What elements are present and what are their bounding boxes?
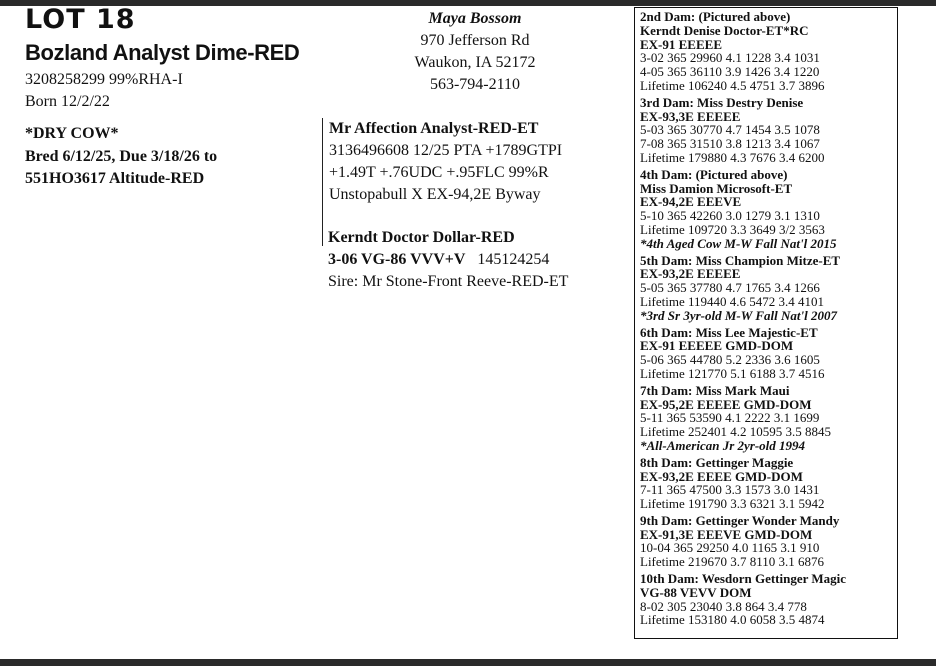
owner-city: Waukon, IA 52172 [414, 54, 536, 71]
dam-heading: 2nd Dam: (Pictured above) [640, 9, 791, 24]
pedigree-entry [640, 254, 897, 323]
pedigree-entry [640, 326, 897, 381]
production-record: Lifetime 191790 3.3 6321 3.1 5942 [640, 496, 825, 512]
production-record: 5-11 365 53590 4.1 2222 3.1 1699 [640, 410, 820, 426]
dam-detail: EX-91 EEEEE [640, 36, 722, 52]
owner-address: 970 Jefferson Rd [420, 32, 530, 49]
production-record: Lifetime 106240 4.5 4751 3.7 3896 [640, 77, 825, 93]
pedigree-entry [640, 572, 897, 627]
owner-name: Maya Bossom [428, 10, 522, 27]
owner-phone: 563-794-2110 [429, 76, 521, 93]
production-record: 8-02 305 23040 3.8 864 3.4 778 [640, 598, 807, 614]
owner-block [340, 8, 610, 96]
dam-heading: 5th Dam: Miss Champion Mitze-ET [640, 252, 841, 268]
dam-detail: EX-91,3E EEEVE GMD-DOM [640, 526, 813, 542]
dam-heading: 7th Dam: Miss Mark Maui [640, 382, 790, 398]
production-record: Lifetime 109720 3.3 3649 3/2 3563 [640, 221, 825, 237]
production-record: 10-04 365 29250 4.0 1165 3.1 910 [640, 540, 820, 556]
pedigree-entry [640, 514, 897, 569]
birth-date: Born 12/2/22 [25, 93, 110, 110]
dam-name: Kerndt Doctor Dollar-RED [328, 229, 515, 246]
production-record: Lifetime 153180 4.0 6058 3.5 4874 [640, 612, 825, 628]
production-record: 3-02 365 29960 4.1 1228 3.4 1031 [640, 50, 820, 66]
bottom-border [0, 659, 936, 666]
production-record: 5-03 365 30770 4.7 1454 3.5 1078 [640, 122, 820, 138]
top-border [0, 0, 936, 6]
dam-detail: EX-94,2E EEEVE [640, 194, 742, 210]
dam-detail: EX-95,2E EEEEE GMD-DOM [640, 396, 812, 412]
production-record: Lifetime 119440 4.6 5472 3.4 4101 [640, 293, 825, 309]
show-award: *All-American Jr 2yr-old 1994 [640, 437, 806, 453]
dam-detail: VG-88 VEVV DOM [640, 584, 752, 600]
pedigree-entry [640, 96, 897, 165]
sire-line-1: 3136496608 12/25 PTA +1789GTPI [329, 142, 563, 159]
show-award: *4th Aged Cow M-W Fall Nat'l 2015 [640, 235, 837, 251]
show-award: *3rd Sr 3yr-old M-W Fall Nat'l 2007 [640, 307, 837, 323]
dam-heading: 6th Dam: Miss Lee Majestic-ET [640, 324, 818, 340]
pedigree-entry [640, 10, 897, 93]
dam-detail: EX-93,2E EEEE GMD-DOM [640, 468, 803, 484]
pedigree-entry [640, 168, 897, 251]
dam-heading: 4th Dam: (Pictured above) [640, 166, 788, 182]
dam-detail: Miss Damion Microsoft-ET [640, 180, 793, 196]
production-record: Lifetime 179880 4.3 7676 3.4 6200 [640, 149, 825, 165]
production-record: 7-08 365 31510 3.8 1213 3.4 1067 [640, 136, 820, 152]
dam-heading: 3rd Dam: Miss Destry Denise [640, 94, 804, 110]
production-record: Lifetime 219670 3.7 8110 3.1 6876 [640, 554, 825, 570]
breeding-line: Bred 6/12/25, Due 3/18/26 to [25, 148, 218, 165]
dam-detail: Kerndt Denise Doctor-ET*RC [640, 22, 809, 38]
animal-name: Bozland Analyst Dime-RED [25, 40, 300, 65]
production-record: 5-05 365 37780 4.7 1765 3.4 1266 [640, 280, 820, 296]
registration-line: 3208258299 99%RHA-I [25, 71, 183, 88]
dam-block [328, 227, 568, 293]
sire-line-2: +1.49T +.76UDC +.95FLC 99%R [329, 164, 549, 181]
production-record: 5-06 365 44780 5.2 2336 3.6 1605 [640, 352, 820, 368]
dam-heading: 9th Dam: Gettinger Wonder Mandy [640, 512, 840, 528]
dam-detail: EX-91 EEEEE GMD-DOM [640, 338, 794, 354]
production-record: Lifetime 252401 4.2 10595 3.5 8845 [640, 424, 832, 440]
dry-cow-status: *DRY COW* [25, 125, 119, 142]
production-record: 4-05 365 36110 3.9 1426 3.4 1220 [640, 64, 820, 80]
dam-registration: 145124254 [477, 251, 550, 268]
pedigree-entry [640, 456, 897, 511]
production-record: Lifetime 121770 5.1 6188 3.7 4516 [640, 365, 825, 381]
dam-heading: 10th Dam: Wesdorn Gettinger Magic [640, 571, 847, 587]
sire-line-3: Unstopabull X EX-94,2E Byway [329, 186, 541, 203]
production-record: 5-10 365 42260 3.0 1279 3.1 1310 [640, 208, 820, 224]
service-sire: 551HO3617 Altitude-RED [25, 170, 205, 187]
dam-detail: EX-93,3E EEEEE [640, 108, 741, 124]
pedigree-box [634, 7, 898, 639]
dam-heading: 8th Dam: Gettinger Maggie [640, 454, 794, 470]
production-record: 7-11 365 47500 3.3 1573 3.0 1431 [640, 482, 820, 498]
lot-number: LOT 18 [25, 4, 136, 35]
dam-class-row [328, 249, 568, 271]
dam-sire: Sire: Mr Stone-Front Reeve-RED-ET [328, 273, 569, 290]
sire-name: Mr Affection Analyst-RED-ET [329, 120, 539, 137]
dam-classification: 3-06 VG-86 VVV+V [328, 251, 466, 268]
dam-detail: EX-93,2E EEEEE [640, 266, 741, 282]
pedigree-entry [640, 384, 897, 453]
